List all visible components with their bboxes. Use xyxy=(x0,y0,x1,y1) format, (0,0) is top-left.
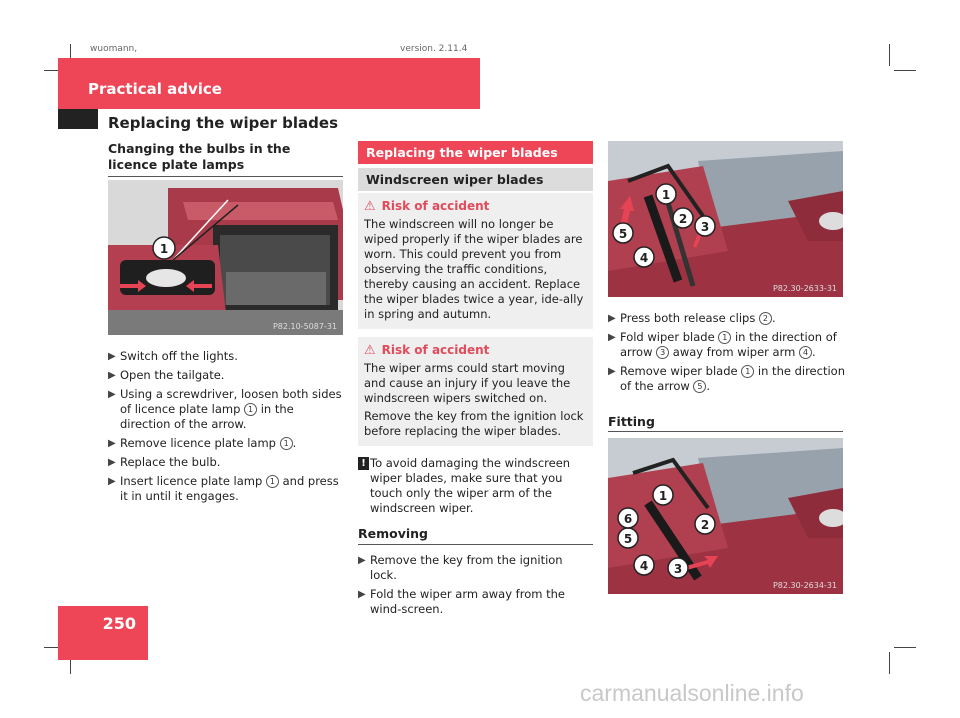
meta-author: wuomann, xyxy=(90,44,138,54)
arrow-right-icon: ▶ xyxy=(608,332,616,343)
page-number-box xyxy=(58,606,148,660)
photo-code: P82.30-2633-31 xyxy=(772,284,837,293)
exclamation-icon: ! xyxy=(358,457,369,470)
arrow-right-icon: ▶ xyxy=(358,589,366,600)
warning-title: Risk of accident xyxy=(381,343,490,357)
warning-triangle-icon: ⚠ xyxy=(364,199,376,214)
step-item xyxy=(108,455,346,470)
step-item xyxy=(108,349,346,364)
arrow-right-icon: ▶ xyxy=(108,370,116,381)
arrow-right-icon: ▶ xyxy=(608,313,616,324)
arrow-right-icon: ▶ xyxy=(108,351,116,362)
page-title: Replacing the wiper blades xyxy=(108,114,339,132)
step-text: away from wiper arm xyxy=(669,345,799,359)
callout-ref: 3 xyxy=(656,346,669,359)
warning-triangle-icon: ⚠ xyxy=(364,343,376,358)
removing-steps xyxy=(358,553,593,617)
callout-ref: 1 xyxy=(244,403,257,416)
header-tab xyxy=(58,109,98,129)
callout-number: 1 xyxy=(159,242,169,256)
callout-ref: 1 xyxy=(718,331,731,344)
step-text: Remove the key from the ignition lock. xyxy=(370,553,563,582)
meta-version: version. 2.11.4 xyxy=(400,44,468,54)
step-text: and press it in until it engages. xyxy=(120,474,339,503)
col3-steps xyxy=(608,311,846,398)
callout-number: 5 xyxy=(618,227,628,241)
callout-ref: 2 xyxy=(759,312,772,325)
step-text: Press both release clips xyxy=(620,311,759,325)
step-item xyxy=(608,330,846,360)
step-text: . xyxy=(292,436,297,450)
photo-code: P82.10-5087-31 xyxy=(272,322,337,331)
warning-title: Risk of accident xyxy=(381,199,490,213)
note-text: To avoid damaging the windscreen wiper blades, make sure that you touch only the wiper arm of the windscreen wiper. xyxy=(370,456,571,515)
page-number: 250 xyxy=(102,614,136,633)
callout-number: 1 xyxy=(661,188,671,202)
crop-mark xyxy=(894,647,916,648)
column-2 xyxy=(358,141,593,621)
step-item xyxy=(108,436,346,451)
step-item xyxy=(108,474,346,504)
callout-ref: 5 xyxy=(693,380,706,393)
fitting-section xyxy=(608,414,843,432)
step-text: Switch off the lights. xyxy=(120,349,238,363)
arrow-right-icon: ▶ xyxy=(608,366,616,377)
callout-number: 2 xyxy=(700,518,710,532)
crop-mark xyxy=(889,44,890,66)
step-text: . xyxy=(771,311,776,325)
step-text: Fold the wiper arm away from the wind-screen. xyxy=(370,587,565,616)
crop-mark xyxy=(894,70,916,71)
step-item xyxy=(108,368,346,383)
callout-ref: 1 xyxy=(280,437,293,450)
warning-text: Remove the key from the ignition lock before replacing the wiper blades. xyxy=(364,409,584,438)
crop-mark xyxy=(889,652,890,674)
subsection-heading: Removing xyxy=(358,526,428,541)
step-item xyxy=(608,311,846,326)
step-item xyxy=(358,587,593,617)
subsection-heading: Fitting xyxy=(608,414,655,429)
callout-number: 1 xyxy=(658,489,668,503)
arrow-right-icon: ▶ xyxy=(108,457,116,468)
section-bar: Replacing the wiper blades xyxy=(358,141,593,164)
subsection-heading: Changing the bulbs in the licence plate lamps xyxy=(108,141,291,172)
step-item xyxy=(108,387,346,432)
warning-box xyxy=(358,193,593,329)
col1-steps xyxy=(108,349,346,508)
callout-number: 3 xyxy=(700,220,710,234)
callout-number: 6 xyxy=(623,512,633,526)
step-text: Remove licence plate lamp xyxy=(120,436,280,450)
arrow-right-icon: ▶ xyxy=(108,438,116,449)
callout-number: 3 xyxy=(673,562,683,576)
callout-number: 4 xyxy=(639,559,649,573)
warning-box xyxy=(358,337,593,446)
subsection-bar: Windscreen wiper blades xyxy=(358,168,593,191)
warning-text: The windscreen will no longer be wiped properly if the wiper blades are worn. This could prevent you from observing the traffic conditions, thereby causing an accident. Replace the wiper blades twice a year, ide-ally in spring and autumn. xyxy=(364,217,584,321)
section-title: Practical advice xyxy=(88,80,222,98)
arrow-right-icon: ▶ xyxy=(108,476,116,487)
callout-ref: 4 xyxy=(799,346,812,359)
warning-text: The wiper arms could start moving and cause an injury if you leave the windscreen wipers switched on. xyxy=(364,361,571,405)
step-text: in the direction of the arrow. xyxy=(120,402,294,431)
step-text: Replace the bulb. xyxy=(120,455,221,469)
callout-number: 2 xyxy=(678,212,688,226)
heading-rule xyxy=(358,544,593,545)
watermark: carmanualsonline.info xyxy=(580,680,804,706)
note xyxy=(358,456,593,516)
arrow-right-icon: ▶ xyxy=(108,389,116,400)
step-text: in the direction of the arrow xyxy=(620,364,845,393)
arrow-right-icon: ▶ xyxy=(358,555,366,566)
callout-ref: 1 xyxy=(266,475,279,488)
photo-code: P82.30-2634-31 xyxy=(772,581,837,590)
licence-plate-lamp-photo xyxy=(108,180,343,335)
step-text: in the direction of arrow xyxy=(620,330,837,359)
heading-rule xyxy=(608,431,843,432)
step-text: . xyxy=(706,379,711,393)
step-item xyxy=(358,553,593,583)
step-text: Using a screwdriver, loosen both sides of licence plate lamp xyxy=(120,387,342,416)
column-1 xyxy=(108,141,343,177)
callout-number: 5 xyxy=(623,532,633,546)
wiper-fitting-photo xyxy=(608,438,843,594)
wiper-removal-photo xyxy=(608,141,843,297)
step-text: Insert licence plate lamp xyxy=(120,474,266,488)
step-text: Fold wiper blade xyxy=(620,330,719,344)
callout-ref: 1 xyxy=(741,365,754,378)
step-text: Remove wiper blade xyxy=(620,364,742,378)
heading-rule xyxy=(108,176,343,177)
step-text: . xyxy=(811,345,816,359)
callout-number: 4 xyxy=(639,251,649,265)
step-text: Open the tailgate. xyxy=(120,368,225,382)
step-item xyxy=(608,364,846,394)
